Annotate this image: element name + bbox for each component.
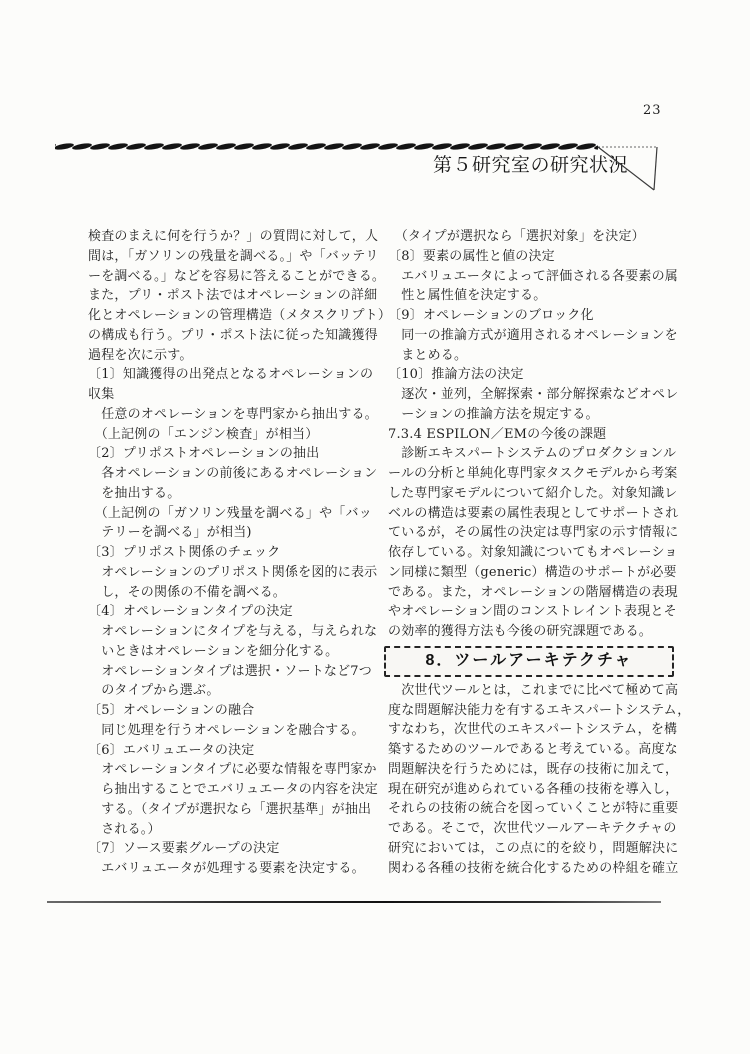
- text-line: の効率的獲得方法も今後の研究課題である。: [388, 624, 653, 639]
- text-line: 任意のオペレーションを専門家から抽出する。: [88, 406, 378, 422]
- text-line: テリーを調べる」が相当): [88, 525, 252, 541]
- text-line: ーションの推論方法を規定する。: [388, 406, 599, 422]
- text-line: である。また，オペレーションの階層構造の表現: [388, 584, 678, 600]
- text-line: オペレーションタイプに必要な情報を専門家か: [88, 762, 377, 778]
- text-line: ベルの構造は要素の属性表現としてサポートされ: [388, 505, 679, 521]
- text-line: まとめる。: [388, 347, 468, 363]
- text-line: 研究においては，この点に的を絞り，問題解決に: [388, 840, 679, 856]
- text-line: のタイプから選ぶ。: [88, 683, 220, 699]
- text-line: 〔8〕要素の属性と値の決定: [388, 248, 555, 264]
- text-line: の構成も行う。プリ・ポスト法に従った知識獲得: [88, 327, 378, 343]
- text-line: 逐次・並列，全解探索・部分解探索などオペレ: [388, 387, 679, 402]
- right-column: [388, 227, 691, 878]
- text-line: 〔7〕ソース要素グループの決定: [88, 841, 280, 857]
- text-line: 〔5〕オペレーションの融合: [88, 703, 255, 718]
- text-line: エバリュエータによって評価される各要素の属: [388, 268, 679, 284]
- right-column-upper-text: [388, 227, 680, 642]
- text-line: 〔2〕プリポストオペレーションの抽出: [88, 446, 320, 462]
- text-line: を抽出する。: [88, 485, 181, 501]
- text-line: 〔6〕エバリュエータの決定: [88, 742, 255, 758]
- text-line: 化とオペレーションの管理構造（メタスクリプト）: [88, 308, 392, 323]
- text-line: した専門家モデルについて紹介した。対象知識レ: [388, 485, 678, 501]
- text-line: 〔9〕オペレーションのブロック化: [388, 308, 594, 323]
- header-title: 第５研究室の研究状況: [433, 155, 629, 176]
- text-line: 同一の推論方式が適用されるオペレーションを: [388, 327, 678, 343]
- text-line: すなわち，次世代のエキスパートシステム，を構: [388, 722, 678, 738]
- text-line: ているが，その属性の決定は専門家の示す情報に: [388, 525, 679, 541]
- left-column: [88, 227, 392, 879]
- text-line: ン同様に類型（generic）構造のサポートが必要: [388, 564, 677, 580]
- text-line: 〔1〕知識獲得の出発点となるオペレーションの: [88, 367, 374, 383]
- text-line: 〔10〕推論方法の決定: [388, 367, 524, 383]
- text-line: （上記例の「ガソリン残量を調べる」や「バッ: [88, 505, 372, 521]
- text-line: オペレーションにタイプを与える，与えられな: [88, 624, 378, 639]
- header-corner-triangle-icon: [596, 144, 660, 194]
- text-line: である。そこで，次世代ツールアーキテクチャの: [388, 821, 677, 836]
- text-line: 過程を次に示す。: [88, 347, 193, 363]
- text-line: する。（タイプが選択なら「選択基準」が抽出: [88, 801, 372, 817]
- text-line: し，その関係の不備を調べる。: [88, 584, 287, 600]
- section-heading: 8．ツールアーキテクチャ: [425, 652, 633, 670]
- text-line: 性と属性値を決定する。: [388, 288, 547, 304]
- text-line: （上記例の「エンジン検査」が相当）: [88, 426, 319, 442]
- text-line: 同じ処理を行うオペレーションを融合する。: [88, 722, 365, 738]
- text-line: 診断エキスパートシステムのプロダクションル: [388, 446, 677, 462]
- section-heading-box: [384, 646, 674, 677]
- text-line: ら抽出することでエバリュエータの内容を決定: [88, 782, 379, 797]
- text-line: 7.3.4 ESPILON／EMの今後の課題: [388, 426, 607, 442]
- text-line: ールの分析と単純化専門家タスクモデルから考案: [388, 466, 678, 481]
- text-line: 築するためのツールであると考えている。高度な: [388, 742, 678, 757]
- text-line: 問題解決を行うためには，既存の技術に加えて，: [388, 761, 679, 777]
- text-line: 現在研究が進められている各種の技術を導入し，: [388, 781, 679, 797]
- page-number: 23: [643, 103, 662, 118]
- text-line: エバリュエータが処理する要素を決定する。: [88, 861, 365, 876]
- text-line: いときはオペレーションを細分化する。: [88, 643, 339, 659]
- text-line: 依存している。対象知識についてもオペレーショ: [388, 545, 678, 560]
- right-column-lower-text: [388, 681, 691, 879]
- text-line: オペレーションタイプは選択・ソートなど7つ: [88, 663, 372, 679]
- text-line: される。）: [88, 821, 161, 837]
- text-line: ーを調べる。」などを容易に答えることができる。: [88, 268, 386, 284]
- text-line: 間は，「ガソリンの残量を調べる。」や「バッテリ: [88, 248, 379, 264]
- text-line: 各オペレーションの前後にあるオペレーション: [88, 466, 378, 481]
- bottom-rule: [47, 901, 661, 903]
- text-line: 検査のまえに何を行うか？」の質問に対して，人: [88, 229, 379, 244]
- text-line: 〔4〕オペレーションタイプの決定: [88, 604, 293, 620]
- text-line: それらの技術の統合を図っていくことが特に重要: [388, 801, 679, 817]
- text-line: 度な問題解決能力を有するエキスパートシステム，: [388, 702, 691, 718]
- text-line: 収集: [88, 387, 115, 402]
- text-line: 〔3〕プリポスト関係のチェック: [88, 545, 281, 560]
- text-line: オペレーションのプリポスト関係を図的に表示: [88, 564, 378, 580]
- text-line: 関わる各種の技術を統合化するための枠組を確立: [388, 860, 679, 876]
- text-line: 次世代ツールとは，これまでに比べて極めて高: [388, 682, 679, 698]
- text-line: また，プリ・ポスト法ではオペレーションの詳細: [88, 288, 378, 304]
- text-line: やオペレーション間のコンストレイント表現とそ: [388, 604, 677, 620]
- text-line: （タイプが選択なら「選択対象」を決定）: [388, 229, 645, 244]
